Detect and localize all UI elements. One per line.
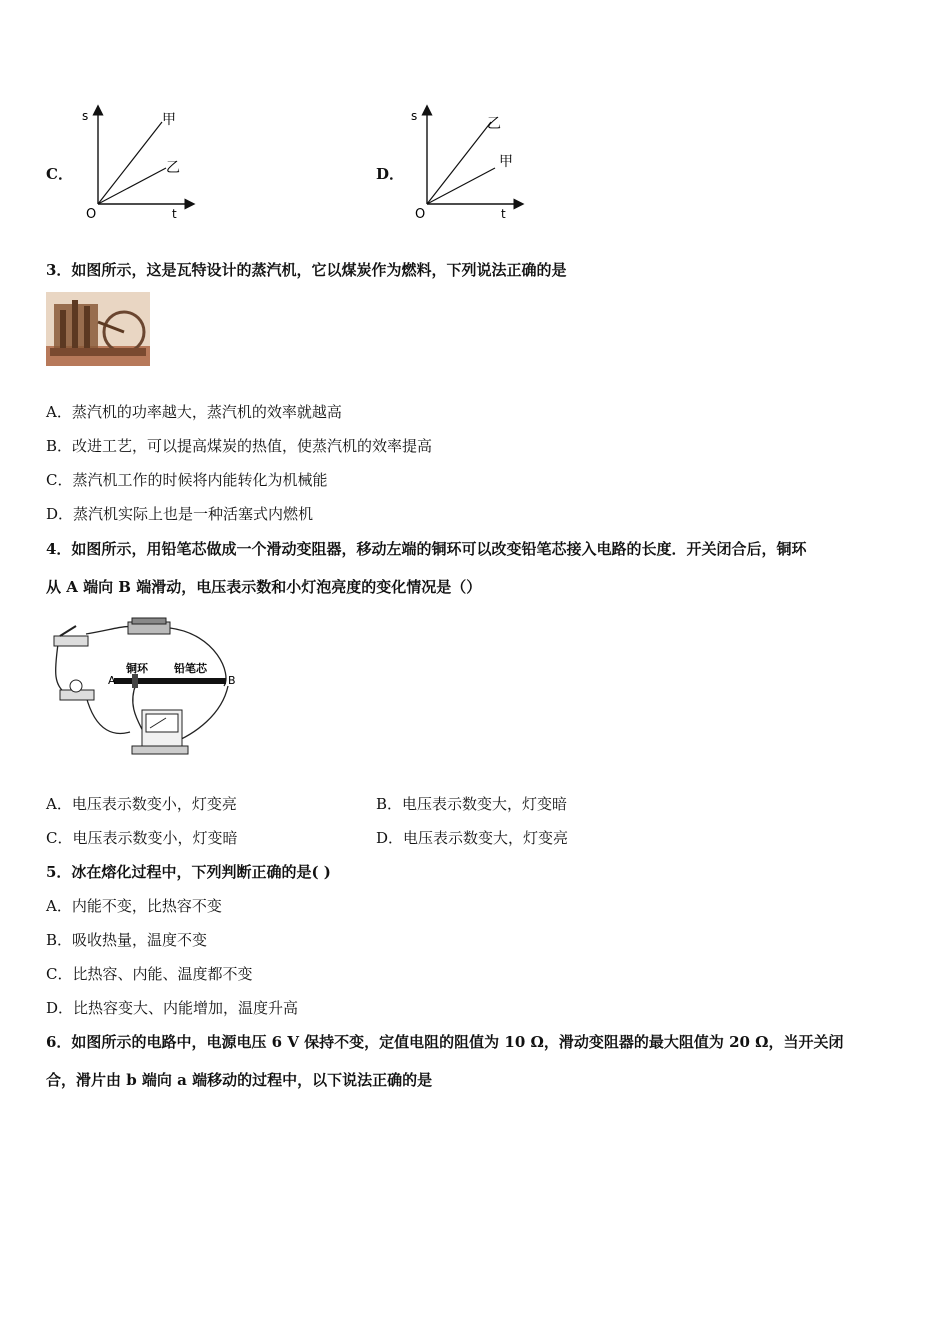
option-d-label: D． bbox=[376, 165, 405, 183]
q5-stem: 5．冰在熔化过程中，下列判断正确的是( ) bbox=[46, 863, 331, 881]
q5-option-c: C．比热容、内能、温度都不变 bbox=[46, 965, 253, 983]
q5-option-d: D．比热容变大、内能增加，温度升高 bbox=[46, 999, 299, 1017]
q4-stem-line1: 4．如图所示，用铅笔芯做成一个滑动变阻器，移动左端的铜环可以改变铅笔芯接入电路的长度．开关闭合后，铜环 bbox=[46, 540, 807, 558]
q4-option-a: A．电压表示数变小，灯变亮 bbox=[46, 795, 237, 813]
series-upper-label: 乙 bbox=[487, 116, 501, 132]
series-lower-label: 甲 bbox=[499, 154, 513, 170]
steam-engine-photo bbox=[46, 292, 150, 366]
series-lower-label: 乙 bbox=[166, 160, 180, 176]
origin-label: O bbox=[86, 207, 97, 222]
q4-option-c: C．电压表示数变小，灯变暗 bbox=[46, 829, 238, 847]
origin-label: O bbox=[415, 207, 426, 222]
q6-stem-line1: 6．如图所示的电路中，电源电压 6 V 保持不变，定值电阻的阻值为 10 Ω，滑动变阻器的最大阻值为 20 Ω，当开关闭 bbox=[46, 1033, 844, 1051]
line-upper bbox=[427, 122, 491, 204]
q3-stem: 3．如图所示，这是瓦特设计的蒸汽机，它以煤炭作为燃料，下列说法正确的是 bbox=[46, 261, 567, 279]
label-a: A bbox=[108, 674, 116, 687]
axis-t-label: t bbox=[501, 207, 506, 221]
series-upper-label: 甲 bbox=[162, 112, 176, 128]
pencil-rheostat-circuit bbox=[46, 614, 246, 764]
q3-option-c: C．蒸汽机工作的时候将内能转化为机械能 bbox=[46, 471, 328, 489]
label-lead: 铅笔芯 bbox=[174, 662, 207, 675]
q5-option-a: A．内能不变，比热容不变 bbox=[46, 897, 222, 915]
q5-option-b: B．吸收热量，温度不变 bbox=[46, 931, 208, 949]
label-b: B bbox=[228, 674, 236, 687]
axis-t-label: t bbox=[172, 207, 177, 221]
q4-stem-line2: 从 A 端向 B 端滑动，电压表示数和小灯泡亮度的变化情况是（） bbox=[46, 578, 482, 596]
q4-option-d: D．电压表示数变大，灯变亮 bbox=[376, 829, 569, 847]
graph-d bbox=[407, 104, 537, 224]
axis-s-label: s bbox=[411, 109, 418, 123]
axis-s-label: s bbox=[82, 109, 89, 123]
q3-option-b: B．改进工艺，可以提高煤炭的热值，使蒸汽机的效率提高 bbox=[46, 437, 433, 455]
label-ring: 铜环 bbox=[126, 662, 148, 675]
q6-stem-line2: 合，滑片由 b 端向 a 端移动的过程中，以下说法正确的是 bbox=[46, 1071, 433, 1089]
line-lower bbox=[427, 168, 495, 204]
q3-option-a: A．蒸汽机的功率越大，蒸汽机的效率就越高 bbox=[46, 403, 342, 421]
line-lower bbox=[98, 168, 166, 204]
line-upper bbox=[98, 122, 162, 204]
q3-option-d: D．蒸汽机实际上也是一种活塞式内燃机 bbox=[46, 505, 314, 523]
graph-c bbox=[78, 104, 208, 224]
q4-option-b: B．电压表示数变大，灯变暗 bbox=[376, 795, 568, 813]
option-c-label: C． bbox=[46, 165, 73, 183]
